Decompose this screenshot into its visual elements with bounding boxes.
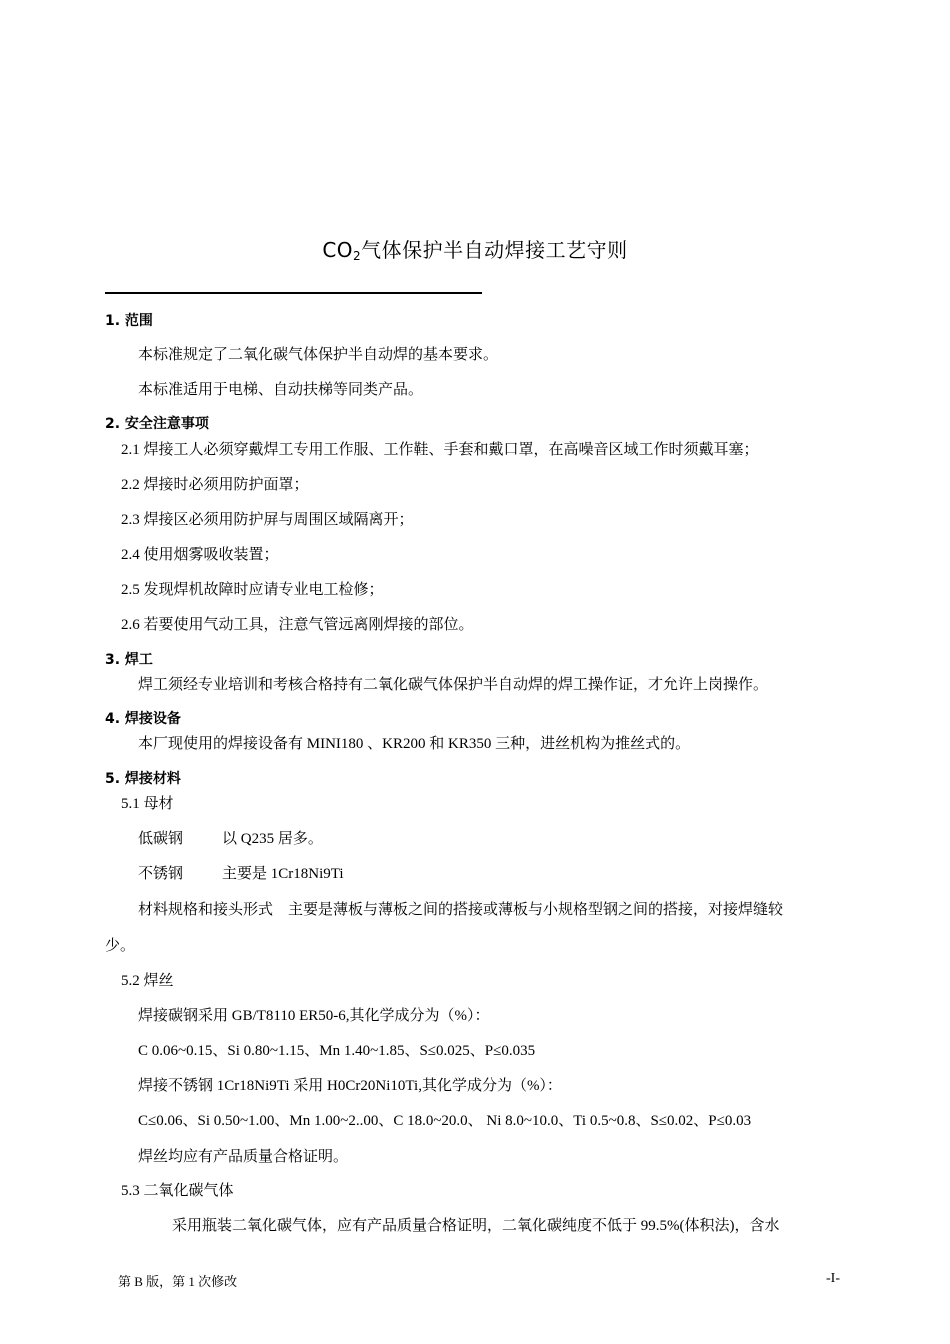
section-1-para-2: 本标准适用于电梯、自动扶梯等同类产品。 xyxy=(138,382,424,398)
footer-version: 第 B 版，第 1 次修改 xyxy=(118,1274,238,1289)
footer-page-number: -I- xyxy=(826,1271,840,1286)
stainless-steel-value: 主要是 1Cr18Ni9Ti xyxy=(222,866,344,882)
stainless-steel-label: 不锈钢 xyxy=(138,866,184,882)
subsection-5-3: 5.3 二氧化碳气体 xyxy=(121,1183,234,1199)
subsection-5-1: 5.1 母材 xyxy=(121,796,174,812)
title-text: 气体保护半自动焊接工艺守则 xyxy=(361,238,628,262)
safety-item: 2.6 若要使用气动工具，注意气管远离刚焊接的部位。 xyxy=(121,617,474,633)
section-3-heading: 3. 焊工 xyxy=(105,652,153,668)
co2-gas-para: 采用瓶装二氧化碳气体，应有产品质量合格证明，二氧化碳纯度不低于 99.5%(体积法)，含水 xyxy=(172,1218,780,1234)
safety-item: 2.5 发现焊机故障时应请专业电工检修； xyxy=(121,582,384,598)
base-metal-row xyxy=(138,864,538,884)
section-3-para: 焊工须经专业培训和考核合格持有二氧化碳气体保护半自动焊的焊工操作证，才允许上岗操作。 xyxy=(138,677,769,693)
wire-stainless-steel-composition: C≤0.06、Si 0.50~1.00、Mn 1.00~2..00、C 18.0~20.0、 Ni 8.0~10.0、Ti 0.5~0.8、S≤0.02、P≤0.03 xyxy=(138,1113,752,1129)
wire-certificate-note: 焊丝均应有产品质量合格证明。 xyxy=(138,1149,349,1165)
section-4-heading: 4. 焊接设备 xyxy=(105,711,181,727)
section-1-para-1: 本标准规定了二氧化碳气体保护半自动焊的基本要求。 xyxy=(138,347,499,363)
safety-item: 2.3 焊接区必须用防护屏与周围区域隔离开； xyxy=(121,512,414,528)
title-subscript: 2 xyxy=(353,249,362,263)
low-carbon-steel-label: 低碳钢 xyxy=(138,831,184,847)
wire-stainless-steel: 焊接不锈钢 1Cr18Ni9Ti 采用 H0Cr20Ni10Ti,其化学成分为（%）： xyxy=(138,1078,562,1094)
spec-para-line-1: 材料规格和接头形式 主要是薄板与薄板之间的搭接或薄板与小规格型钢之间的搭接，对接焊缝较 xyxy=(138,902,784,918)
safety-item: 2.4 使用烟雾吸收装置； xyxy=(121,547,279,563)
title-prefix: CO xyxy=(322,238,354,262)
wire-carbon-steel-composition: C 0.06~0.15、Si 0.80~1.15、Mn 1.40~1.85、S≤0.025、P≤0.035 xyxy=(138,1043,536,1059)
safety-item: 2.1 焊接工人必须穿戴焊工专用工作服、工作鞋、手套和戴口罩，在高噪音区域工作时须戴耳塞； xyxy=(121,442,759,458)
low-carbon-steel-value: 以 Q235 居多。 xyxy=(222,831,323,847)
safety-item: 2.2 焊接时必须用防护面罩； xyxy=(121,477,309,493)
spec-para-line-2: 少。 xyxy=(105,938,136,954)
document-title xyxy=(0,234,950,263)
wire-carbon-steel: 焊接碳钢采用 GB/T8110 ER50-6,其化学成分为（%）： xyxy=(138,1008,490,1024)
title-underline xyxy=(105,292,482,294)
base-metal-row xyxy=(138,829,538,849)
subsection-5-2: 5.2 焊丝 xyxy=(121,973,174,989)
section-4-para: 本厂现使用的焊接设备有 MINI180 、KR200 和 KR350 三种，进丝机构为推丝式的。 xyxy=(138,736,691,752)
section-5-heading: 5. 焊接材料 xyxy=(105,771,181,787)
section-1-heading: 1. 范围 xyxy=(105,313,153,329)
section-2-heading: 2. 安全注意事项 xyxy=(105,416,209,432)
